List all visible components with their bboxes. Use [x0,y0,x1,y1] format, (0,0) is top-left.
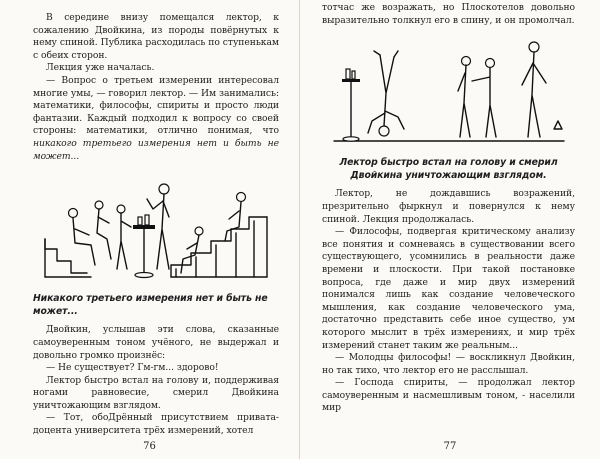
paragraph: Двойкин, услышав эти слова, сказанные самоуверенным тоном учёного, не выдержал и довольно громко произнёс: [33,324,279,361]
paragraph: Лектор быстро встал на голову и, поддерживая ногами равновесие, смерил Двойкина уничтожающим взглядом. [33,374,279,411]
ellipsis: ... [70,150,80,162]
italic-phrase: никакого третьего измерения нет и быть не может [33,137,279,162]
left-figure-caption: Никакого третьего измерения нет и быть не может... [33,293,268,317]
right-page [300,0,600,459]
right-figure-caption: Лектор быстро встал на голову и смерил Двойкина уничтожающим взглядом. [339,157,558,181]
page-number: 76 [143,441,156,452]
paragraph: — Тот, обоДрённый присутствием привата-доцента университета трёх измерений, хотел [33,412,279,437]
paragraph [33,75,279,163]
paragraph: — Не существует? Гм-гм... здорово! [46,362,219,374]
paragraph: — Господа спириты, — продолжал лектор самоуверенным и насмешливым тоном, - населили мир [322,377,575,414]
paragraph: — Философы, подвергая критическому анализу все понятия и сомневаясь в существовании всего существующего, усомнились в реальности даже времени и плоскости. При такой постановке вопроса, где даже и мир двух измерений понимался лишь как создание человеческого мышления, как создание человеческого ума, достаточно представить себе иное существо, ум которого мыслит в трёх измерениях, и мир трёх измерений станет таким же реальным... [322,226,575,351]
paragraph: — Молодцы философы! — воскликнул Двойкин, но так тихо, что лектор его не расслышал. [322,352,575,376]
paragraph: Лектор, не дождавшись возражений, презрительно фыркнул и повернулся к нему спиной. Лекция продолжалась. [322,188,575,225]
right-bottom-text [322,188,575,415]
headstand-illustration [324,33,574,153]
paragraph-text: — Вопрос о третьем измерении интересовал многие умы, — говорил лектор. — Им занимались: математики, философы, спириты и просто люди фантазии. Каждый подходил к вопросу со своей стороны: математики, отлично понимая, что [33,74,279,137]
paragraph: Лекция уже началась. [46,62,155,74]
left-bottom-text [33,324,279,437]
page-number: 77 [443,441,457,452]
right-top-text [322,2,575,27]
paragraph: тотчас же возражать, но Плоскотелов довольно выразительно толкнул его в спину, и он промолчал. [322,2,575,26]
lecture-illustration [41,169,271,289]
paragraph: В середине внизу помещался лектор, к сожалению Двойкина, из породы повёрнутых к нему спиной. Публика расходилась по ступенькам с обеих сторон. [33,12,279,61]
left-top-text [33,12,279,163]
